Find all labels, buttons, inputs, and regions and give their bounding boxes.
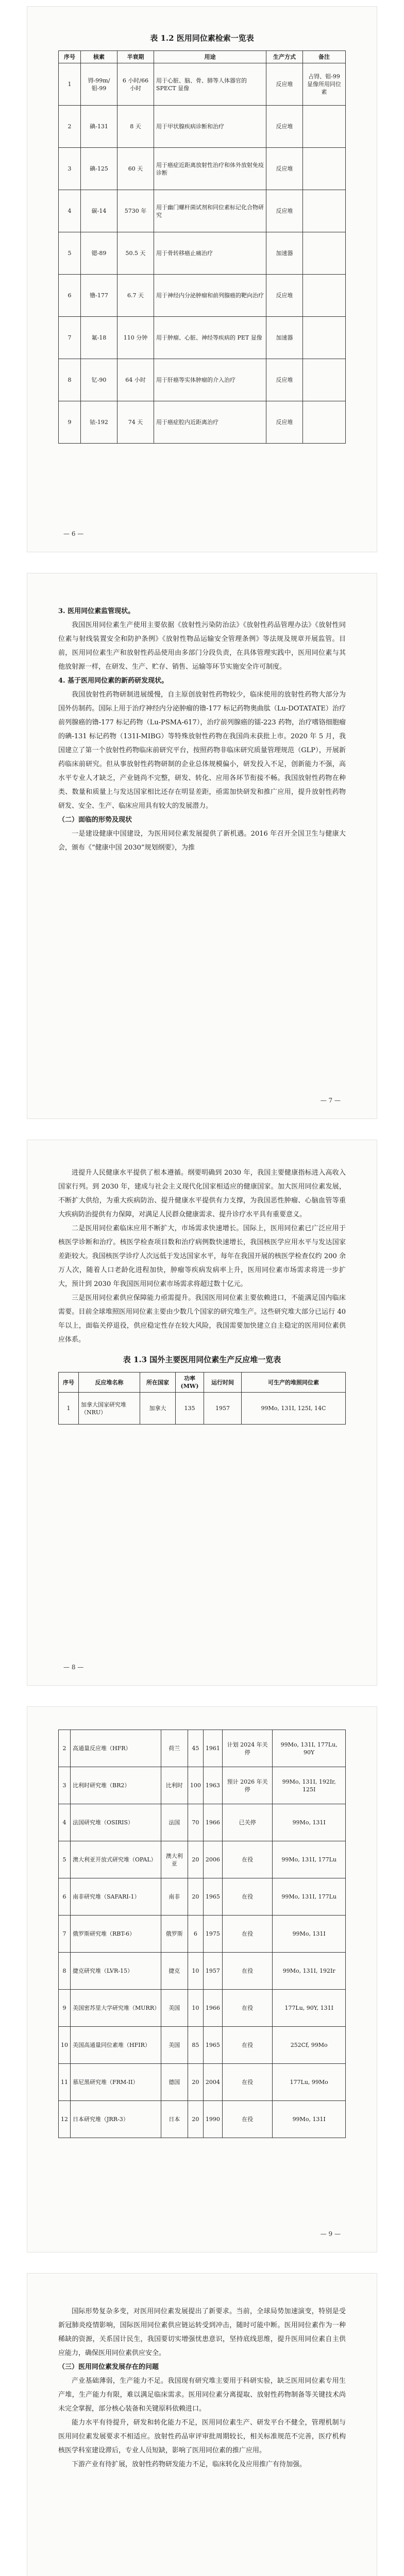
table-row: [59, 1990, 346, 2027]
table-row: [59, 1841, 346, 1878]
table-cell: 5730 年: [117, 190, 154, 232]
table-cell: [303, 359, 346, 401]
table-cell: 50.5 天: [117, 232, 154, 275]
table-cell: 20: [188, 1841, 203, 1878]
table-cell: 3: [59, 148, 81, 190]
table-cell: 11: [59, 2064, 71, 2101]
paragraph: 二是医用同位素临床应用不断扩大，市场需求快速增长。国际上，医用同位素已广泛应用于核医学诊断和治疗。核医学检查项目数和治疗病例数快速增长，我国核医学应用水平与发达国家差距较大。我国核医学诊疗人次远低于发达国家水平，每年在我国开展的核医学检查仅约 200 余万人次，随着人口老龄化进程加快，肿瘤等疾病发病率上升，医用同位素市场需求将进一步扩大，预计到 2030 年我国医用同位素市场需求将超过数十亿元。: [58, 1225, 346, 1288]
section-heading: 3. 医用同位素监管现状。: [58, 607, 135, 615]
table-cell: 2004: [203, 2064, 222, 2101]
table-cell: 9: [59, 401, 81, 444]
document-page-6: [27, 6, 377, 552]
table-cell: 德国: [161, 2064, 188, 2101]
table-cell: 1965: [203, 1878, 222, 1916]
table-cell: 99Mo, 131I, 125I, 14C: [242, 1393, 346, 1425]
table-cell: 135: [176, 1393, 204, 1425]
table-cell: 高通量反应堆（HFR）: [71, 1730, 161, 1767]
table-cell: 7: [59, 1916, 71, 1953]
header-cell: 半衰期: [117, 51, 154, 63]
table-cell: 铱-192: [81, 401, 117, 444]
table-cell: 美国: [161, 2027, 188, 2064]
table-cell: [303, 401, 346, 444]
paragraph: 下游产业有待扩展，放射性药物研发能力不足，临床转化及应用推广有待加强。: [72, 2461, 307, 2468]
table-block: [58, 31, 346, 444]
table-cell: 日本: [161, 2101, 188, 2138]
header-cell: 所在国家: [140, 1372, 176, 1393]
table-cell: 比利时研究堆（BR2）: [71, 1767, 161, 1804]
table-row: [59, 1767, 346, 1804]
table-cell: 加速器: [266, 317, 303, 359]
table-cell: 3: [59, 1767, 71, 1804]
table-title: 表 1.3 国外主要医用同位素生产反应堆一览表: [123, 1355, 281, 1364]
table-title: 表 1.2 医用同位素检索一览表: [150, 33, 254, 43]
table-cell: 1963: [203, 1767, 222, 1804]
table-cell: 反应堆: [266, 148, 303, 190]
table-cell: 252Cf, 99Mo: [273, 2027, 346, 2064]
table-cell: 10: [188, 1953, 203, 1990]
table-cell: 5: [59, 232, 81, 275]
table-cell: 60 天: [117, 148, 154, 190]
table-cell: 在役: [222, 2101, 273, 2138]
paragraph: 能力水平有待提升，研发和转化能力不足，医用同位素生产、研发平台不健全，管理机制与医用同位素发展要求不相适应。放射性药品审评审批周期较长，相关标准规范不完善，医疗机构核医学科室建设滞后，专业人员短缺，影响了医用同位素的推广应用。: [58, 2419, 346, 2454]
table-cell: 12: [59, 2101, 71, 2138]
table-body: [59, 1730, 346, 2138]
table-row: [59, 359, 346, 401]
table-cell: 2: [59, 106, 81, 148]
table-row: [59, 1878, 346, 1916]
table-cell: 碘-131: [81, 106, 117, 148]
table-cell: 10: [59, 2027, 71, 2064]
table-row: [59, 2027, 346, 2064]
table-cell: 6: [59, 275, 81, 317]
document-page-9: [27, 1706, 377, 2252]
table-cell: 8: [59, 359, 81, 401]
table-row: [59, 1953, 346, 1990]
table-cell: 6: [59, 1878, 71, 1916]
table-cell: 慕尼黑研究堆（FRM-II）: [71, 2064, 161, 2101]
table-row: [59, 148, 346, 190]
table-cell: 预计 2026 年关停: [222, 1767, 273, 1804]
header-cell: 生产方式: [266, 51, 303, 63]
table-header-row: [59, 51, 346, 63]
section-heading: 4. 基于医用同位素的新药研发现状。: [58, 677, 169, 685]
table-row: [59, 275, 346, 317]
table-cell: 美国密苏里大学研究堆（MURR）: [71, 1990, 161, 2027]
paragraph: 产业基础薄弱，生产能力不足。我国现有研究堆主要用于科研实验，缺乏医用同位素专用生产堆，生产能力有限，难以满足临床需求。医用同位素分离提取、放射性药物制备等关键技术尚未完全掌握，部分核心装备和关键原料依赖进口。: [58, 2377, 346, 2413]
table-cell: 99Mo, 131I: [273, 1804, 346, 1841]
table-cell: 加拿大国家研究堆（NRU）: [79, 1393, 140, 1425]
table-cell: 用于心脏、脑、骨、肺等人体器官的 SPECT 显像: [154, 63, 266, 106]
table-body: [59, 63, 346, 444]
table-cell: 110 分钟: [117, 317, 154, 359]
header-cell: 核素: [81, 51, 117, 63]
table-cell: [303, 148, 346, 190]
table-cell: 反应堆: [266, 106, 303, 148]
table-cell: 74 天: [117, 401, 154, 444]
table-cell: 1966: [203, 1804, 222, 1841]
table-cell: 日本研究堆（JRR-3）: [71, 2101, 161, 2138]
table-cell: 反应堆: [266, 190, 303, 232]
table-cell: 澳大利亚开放式研究堆（OPAL）: [71, 1841, 161, 1878]
table-row: [59, 106, 346, 148]
table-cell: 荷兰: [161, 1730, 188, 1767]
table-cell: 用于肿瘤、心脏、神经等疾病的 PET 显像: [154, 317, 266, 359]
table-cell: 177Lu, 90Y, 131I: [273, 1990, 346, 2027]
table-row: [59, 2101, 346, 2138]
section-heading: （二）面临的形势及现状: [58, 816, 132, 824]
page-number: — 6 —: [63, 530, 84, 537]
table-cell: 2: [59, 1730, 71, 1767]
document-page-10: [27, 2273, 377, 2576]
table-cell: 捷克: [161, 1953, 188, 1990]
table-block: [58, 1730, 346, 2138]
table-cell: 碘-125: [81, 148, 117, 190]
table-cell: 1961: [203, 1730, 222, 1767]
reactor-table-continued: [58, 1730, 346, 2138]
page-number: — 8 —: [63, 1664, 84, 1671]
table-cell: 氟-18: [81, 317, 117, 359]
table-cell: 在役: [222, 1841, 273, 1878]
table-cell: 在役: [222, 2027, 273, 2064]
header-cell: 序号: [59, 51, 81, 63]
table-cell: 4: [59, 1804, 71, 1841]
table-cell: 澳大利亚: [161, 1841, 188, 1878]
table-row: [59, 1916, 346, 1953]
header-cell: 用途: [154, 51, 266, 63]
table-cell: 1957: [204, 1393, 242, 1425]
table-cell: 8 天: [117, 106, 154, 148]
table-cell: 1957: [203, 1953, 222, 1990]
table-cell: 99Mo, 131I: [273, 1916, 346, 1953]
table-cell: 用于神经内分泌肿瘤和前列腺癌的靶向治疗: [154, 275, 266, 317]
body-text: [58, 1166, 346, 1425]
table-row: [59, 190, 346, 232]
table-cell: 计划 2024 年关停: [222, 1730, 273, 1767]
table-cell: 美国: [161, 1990, 188, 2027]
table-cell: 10: [188, 1990, 203, 2027]
table-cell: 2006: [203, 1841, 222, 1878]
table-cell: 在役: [222, 1990, 273, 2027]
table-row: [59, 317, 346, 359]
table-cell: 法国: [161, 1804, 188, 1841]
table-cell: 碳-14: [81, 190, 117, 232]
table-cell: 法国研究堆（OSIRIS）: [71, 1804, 161, 1841]
table-cell: 锝-99m/钼-99: [81, 63, 117, 106]
header-cell: 备注: [303, 51, 346, 63]
table-cell: 反应堆: [266, 401, 303, 444]
table-cell: 1: [59, 1393, 79, 1425]
table-cell: 6.7 天: [117, 275, 154, 317]
table-cell: 反应堆: [266, 275, 303, 317]
table-row: [59, 1730, 346, 1767]
table-row: [59, 1804, 346, 1841]
table-cell: 9: [59, 1990, 71, 2027]
paragraph: 一是建设健康中国建设，为医用同位素发展提供了新机遇。2016 年召开全国卫生与健康大会，颁布《“健康中国 2030”规划纲要》，为推: [58, 830, 346, 852]
table-cell: 99Mo, 131I, 177Lu: [273, 1878, 346, 1916]
table-cell: 反应堆: [266, 359, 303, 401]
table-cell: 在役: [222, 1953, 273, 1990]
table-cell: 用于癌症腔内近距离治疗: [154, 401, 266, 444]
table-header-row: [59, 1372, 346, 1393]
table-cell: 99Mo, 131I, 192Ir, 125I: [273, 1767, 346, 1804]
table-cell: 俄罗斯: [161, 1916, 188, 1953]
table-cell: 99Mo, 131I: [273, 2101, 346, 2138]
table-cell: 美国高通量同位素堆（HFIR）: [71, 2027, 161, 2064]
table-cell: 85: [188, 2027, 203, 2064]
table-cell: 用于甲状腺疾病诊断和治疗: [154, 106, 266, 148]
table-row: [59, 63, 346, 106]
table-cell: 1: [59, 63, 81, 106]
table-cell: 已关停: [222, 1804, 273, 1841]
table-cell: 捷克研究堆（LVR-15）: [71, 1953, 161, 1990]
page-number: — 9 —: [320, 2230, 341, 2238]
table-cell: 在役: [222, 1878, 273, 1916]
paragraph: 国际形势复杂多变，对医用同位素发展提出了新要求。当前，全球局势加速演变，特别是受新冠肺炎疫情影响，国际医用同位素供应链运转受到冲击，随时可能中断。医用同位素作为一种稀缺的资源，关系国计民生，我国要切实增强忧患意识，坚持底线思维，提升医用同位素自主供应能力，确保医用同位素供应安全。: [58, 2308, 346, 2357]
table-cell: [303, 106, 346, 148]
table-cell: [303, 190, 346, 232]
isotope-table: [58, 50, 346, 444]
table-cell: 177Lu, 99Mo: [273, 2064, 346, 2101]
document-page-8: [27, 1140, 377, 1686]
header-cell: 功率 (MW): [176, 1372, 204, 1393]
table-cell: [303, 232, 346, 275]
table-row: [59, 2064, 346, 2101]
table-cell: 加速器: [266, 232, 303, 275]
header-cell: 运行时间: [204, 1372, 242, 1393]
table-cell: 6 小时/66 小时: [117, 63, 154, 106]
document-page-7: [27, 573, 377, 1119]
table-cell: 反应堆: [266, 63, 303, 106]
table-cell: 俄罗斯研究堆（RBT-6）: [71, 1916, 161, 1953]
section-heading: （三）医用同位素发展存在的问题: [58, 2363, 159, 2371]
table-cell: 5: [59, 1841, 71, 1878]
table-cell: 45: [188, 1730, 203, 1767]
table-cell: 占锝、钼-99 显像所用同位素: [303, 63, 346, 106]
table-cell: 20: [188, 2064, 203, 2101]
table-cell: [303, 317, 346, 359]
table-cell: 99Mo, 131I, 192Ir: [273, 1953, 346, 1990]
paragraph-group: [58, 1166, 346, 1367]
table-cell: 用于骨转移癌止痛治疗: [154, 232, 266, 275]
table-cell: 4: [59, 190, 81, 232]
table-cell: 用于癌症近距离放射性治疗和体外放射免疫诊断: [154, 148, 266, 190]
table-cell: 钇-90: [81, 359, 117, 401]
table-cell: 8: [59, 1953, 71, 1990]
paragraph: 进提升人民健康水平提供了根本遵循。纲要明确到 2030 年，我国主要健康指标进入高收入国家行列。到 2030 年，建成与社会主义现代化国家相适应的健康国家。加大医用同位素发展，不断扩大供给，为重大疾病防治、提升健康水平提供有力支撑，为我国恶性肿瘤、心脑血管等重大疾病防治提供有力保障，对满足人民群众健康需求、提升诊疗水平具有重要意义。: [58, 1169, 346, 1218]
table-cell: 7: [59, 317, 81, 359]
table-cell: 99Mo, 131I, 177Lu: [273, 1841, 346, 1878]
table-cell: 用于幽门螺杆菌试剂和同位素标记化合物研究: [154, 190, 266, 232]
table-cell: 20: [188, 2101, 203, 2138]
table-cell: 6: [188, 1916, 203, 1953]
table-cell: [303, 275, 346, 317]
table-cell: 锶-89: [81, 232, 117, 275]
table-cell: 1965: [203, 2027, 222, 2064]
table-cell: 64 小时: [117, 359, 154, 401]
table-cell: 南非: [161, 1878, 188, 1916]
page-number: — 7 —: [320, 1097, 341, 1104]
table-cell: 20: [188, 1878, 203, 1916]
table-cell: 南非研究堆（SAFARI-1）: [71, 1878, 161, 1916]
paragraph: 我国放射性药物研制进展缓慢，自主原创放射性药物较少，临床使用的放射性药物大部分为国外仿制药。国际上用于治疗神经内分泌肿瘤的镥-177 标记药物奥曲肽（Lu-DOTATATE）治疗前列腺癌的镥-177 标记药物（Lu-PSMA-617），治疗前列腺癌的镭-223 药物，治疗嗜铬细胞瘤的碘-131 标记药物（131I-MIBG）等特殊放射性药物在我国尚未获批上市。2020 年 5 月，我国建立了第一个放射性药物临床前研究平台，按照药物非临床研究质量管理规范（GLP），开展新药临床前研究。但从事放射性药物研制的企业总体规模偏小，研发投入不足，创新能力不强，高水平专业人才缺乏，产业链尚不完整，研发、转化、应用各环节衔接不畅。我国放射性药物在种类、数量和质量上与发达国家相比还存在明显差距，亟需加快研发和推广应用，提升放射性药物研发、安全、生产、临床应用具有较大的发展潜力。: [58, 691, 346, 810]
body-text: [58, 604, 346, 855]
table-row: [59, 401, 346, 444]
reactor-table: [58, 1372, 346, 1425]
table-cell: 在役: [222, 1916, 273, 1953]
paragraph: 三是医用同位素供应保障能力亟需提升。我国医用同位素主要依赖进口，不能满足国内临床需要。目前全球堆照医用同位素主要由少数几个国家的研究堆生产。这些研究堆大部分已运行 40 年以上，面临关停退役，供应稳定性存在较大风险，我国需要加快建立自主稳定的医用同位素供应体系。: [58, 1294, 346, 1344]
table-body: [59, 1393, 346, 1425]
header-cell: 可生产的堆照同位素: [242, 1372, 346, 1393]
table-cell: 比利时: [161, 1767, 188, 1804]
header-cell: 序号: [59, 1372, 79, 1393]
body-text: [58, 2304, 346, 2471]
table-cell: 用于肝癌等实体肿瘤的介入治疗: [154, 359, 266, 401]
table-cell: 加拿大: [140, 1393, 176, 1425]
table-cell: 1966: [203, 1990, 222, 2027]
table-row: [59, 232, 346, 275]
table-cell: 在役: [222, 2064, 273, 2101]
table-cell: 100: [188, 1767, 203, 1804]
table-cell: 99Mo, 131I, 177Lu, 90Y: [273, 1730, 346, 1767]
table-cell: 1975: [203, 1916, 222, 1953]
paragraph: 我国医用同位素生产使用主要依据《放射性污染防治法》《放射性药品管理办法》《放射性同位素与射线装置安全和防护条例》《放射性物品运输安全管理条例》等法规及规章开展监管。目前，医用同位素生产和放射性药品使用由多部门分段负责，在具体管理实践中，医用同位素与其他放射源一样，在研发、生产、贮存、销售、运输等环节实施安全许可制度。: [58, 621, 346, 671]
table-cell: 镥-177: [81, 275, 117, 317]
table-cell: 1990: [203, 2101, 222, 2138]
table-cell: 70: [188, 1804, 203, 1841]
header-cell: 反应堆名称: [79, 1372, 140, 1393]
table-row: [59, 1393, 346, 1425]
